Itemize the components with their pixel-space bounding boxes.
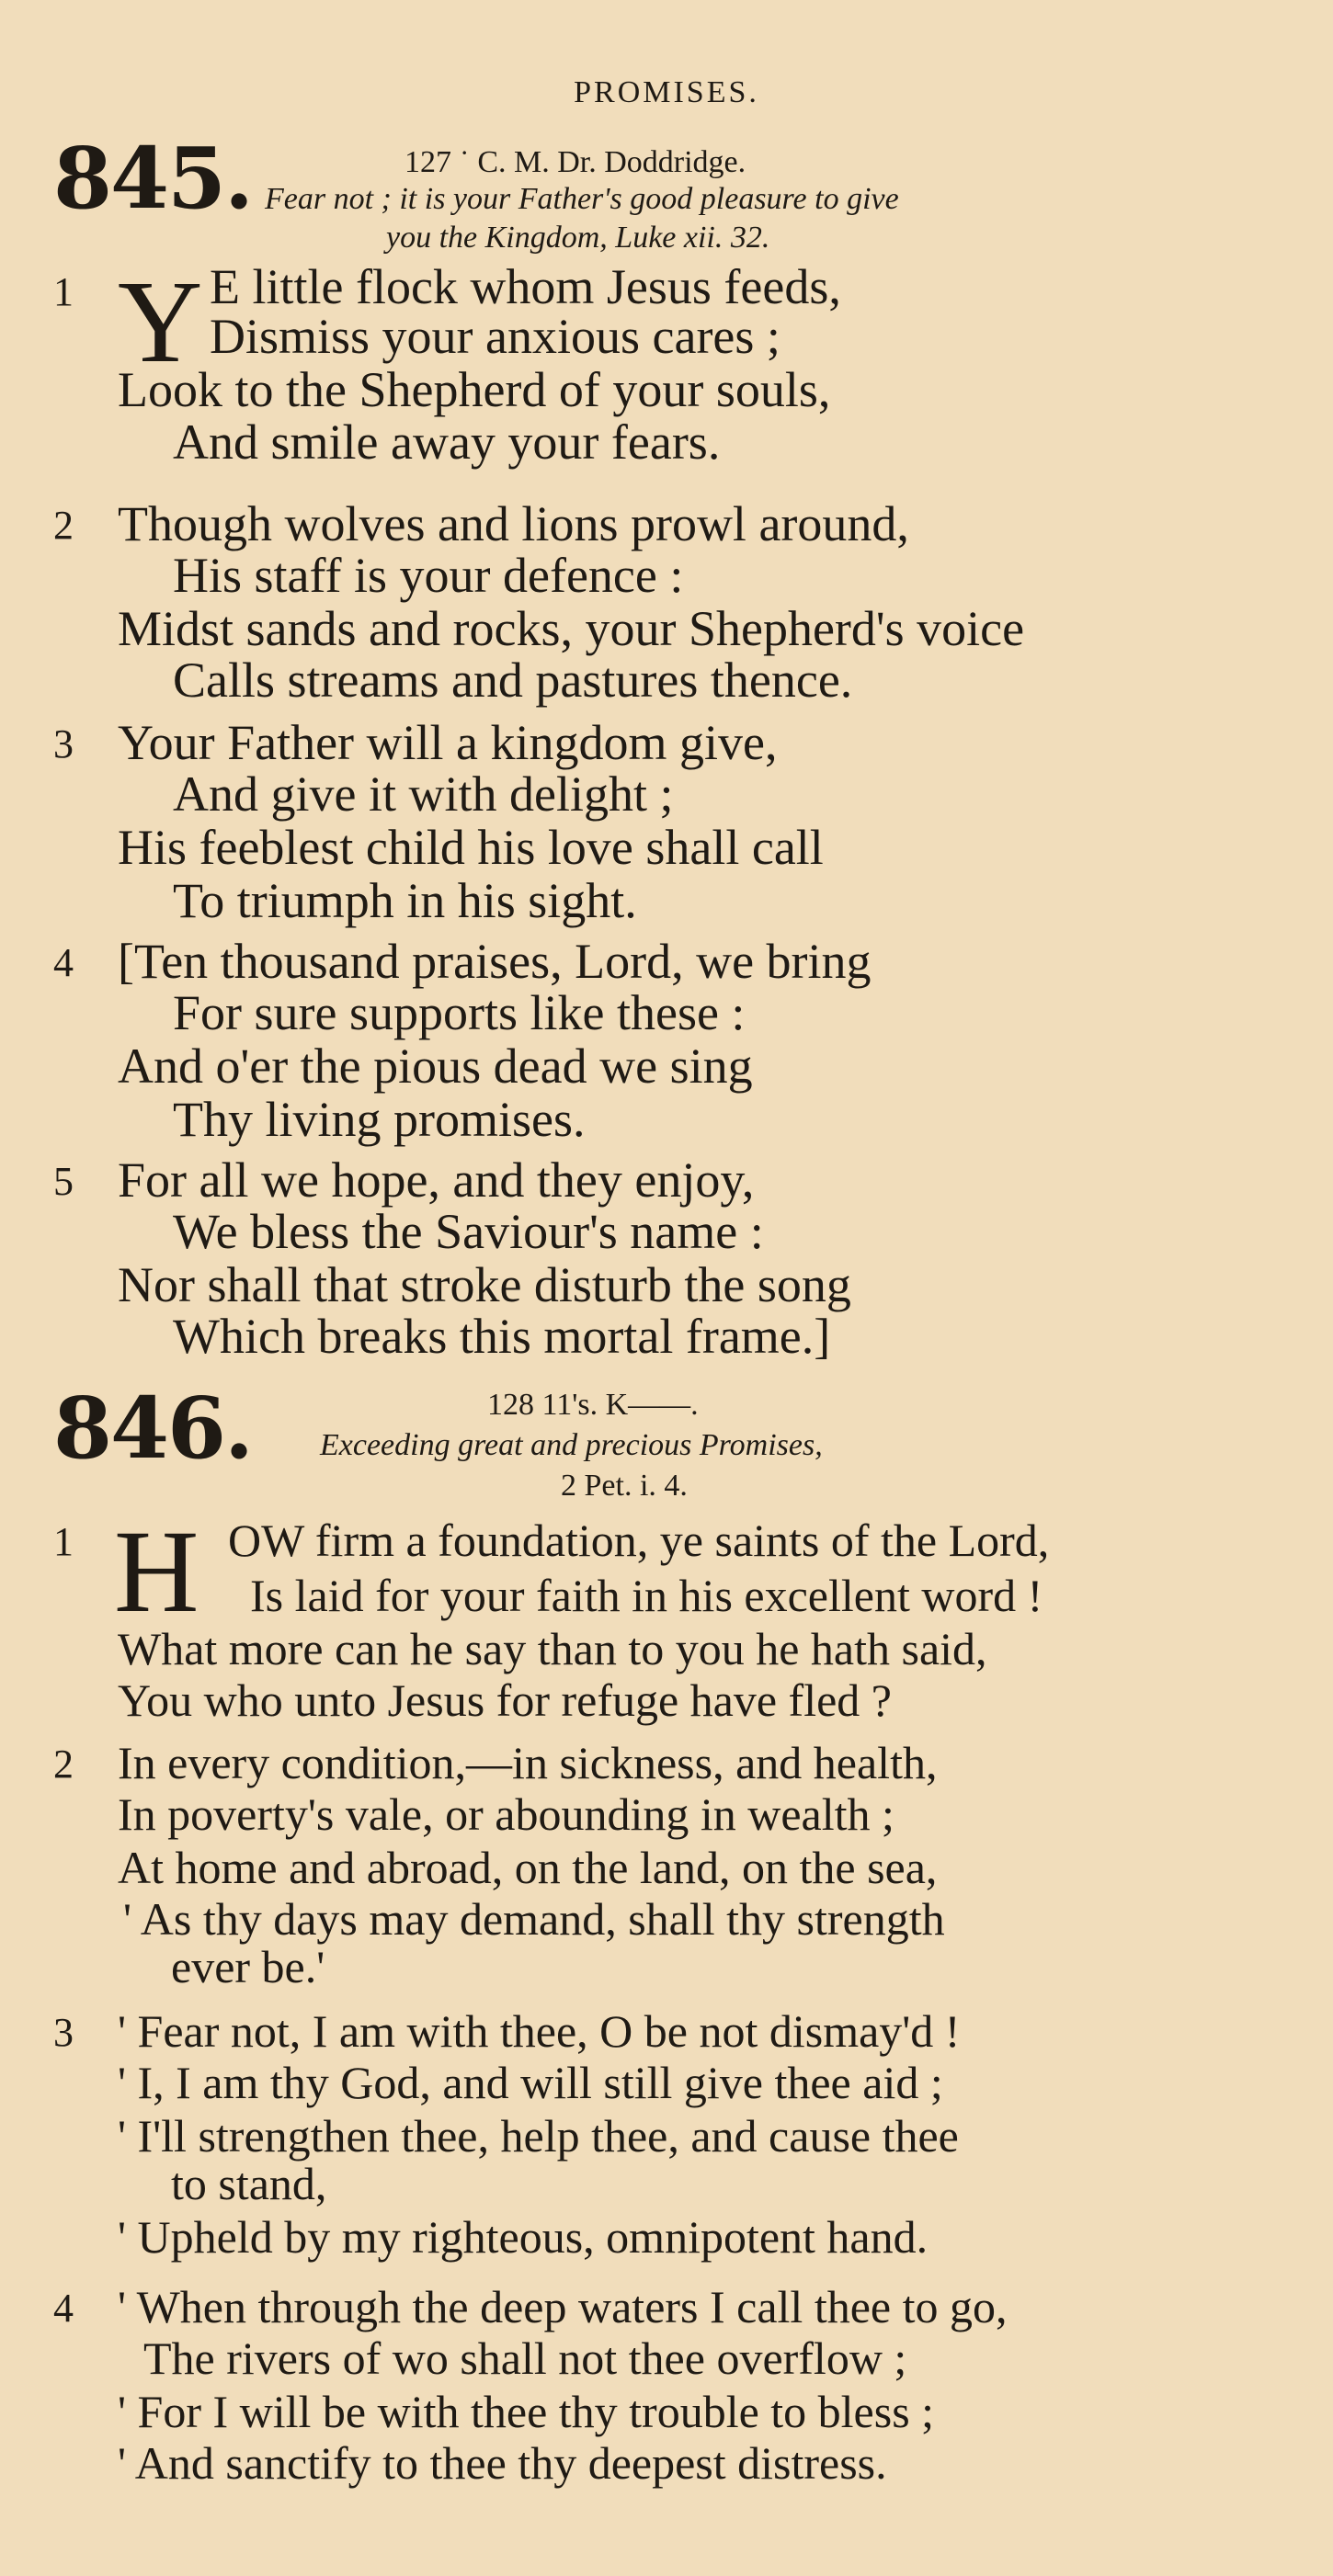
verse-line: For sure supports like these :	[173, 985, 746, 1040]
verse-line: ' As thy days may demand, shall thy strength	[123, 1893, 945, 1945]
verse-line: Thy living promises.	[173, 1092, 586, 1147]
verse-number: 2	[53, 503, 74, 548]
verse-line: Calls streams and pastures thence.	[173, 653, 853, 708]
verse-number: 2	[53, 1742, 74, 1787]
tune-line: 128 11's. K——.	[487, 1388, 699, 1422]
verse-line: We bless the Saviour's name :	[173, 1204, 764, 1259]
subject-line: Exceeding great and precious Promises,	[320, 1428, 823, 1462]
verse-line: ' Fear not, I am with thee, O be not dismay'd !	[118, 2005, 961, 2057]
verse-line: You who unto Jesus for refuge have fled ?	[118, 1674, 892, 1726]
verse-line: Your Father will a kingdom give,	[118, 715, 778, 770]
verse-line: OW firm a foundation, ye saints of the Lord,	[228, 1515, 1050, 1566]
verse-line: Though wolves and lions prowl around,	[118, 496, 909, 551]
verse-line: ' I, I am thy God, and will still give thee aid ;	[118, 2057, 943, 2108]
verse-line: E little flock whom Jesus feeds,	[210, 259, 841, 314]
verse-number: 4	[53, 940, 74, 985]
verse-line: At home and abroad, on the land, on the sea,	[118, 1842, 938, 1893]
subject-line: you the Kingdom, Luke xii. 32.	[386, 221, 770, 255]
verse-line: Nor shall that stroke disturb the song	[118, 1257, 851, 1312]
verse-line: to stand,	[171, 2158, 327, 2209]
verse-line: His feeblest child his love shall call	[118, 820, 824, 875]
tune-line: 127 ˙ C. M. Dr. Doddridge.	[404, 145, 746, 179]
verse-line: Dismiss your anxious cares ;	[210, 309, 780, 364]
verse-line: ' And sanctify to thee thy deepest distress.	[118, 2437, 887, 2489]
verse-line: And o'er the pious dead we sing	[118, 1038, 753, 1094]
subject-line: 2 Pet. i. 4.	[561, 1469, 688, 1503]
verse-number: 3	[53, 2010, 74, 2055]
verse-number: 1	[53, 1519, 74, 1564]
verse-line: ' When through the deep waters I call thee to go,	[118, 2281, 1008, 2332]
subject-line: Fear not ; it is your Father's good pleasure to give	[265, 182, 899, 216]
verse-line: ' I'll strengthen thee, help thee, and cause thee	[118, 2110, 959, 2162]
verse-line: His staff is your defence :	[173, 548, 684, 603]
verse-line: [Ten thousand praises, Lord, we bring	[118, 934, 872, 989]
hymn-number: 845.	[53, 129, 253, 228]
drop-cap: Y	[118, 256, 203, 387]
verse-number: 1	[53, 269, 74, 314]
verse-line: In poverty's vale, or abounding in wealth ;	[118, 1788, 894, 1840]
verse-line: And smile away your fears.	[173, 414, 721, 470]
verse-line: ever be.'	[171, 1941, 325, 1992]
running-head: PROMISES.	[574, 75, 759, 109]
verse-line: To triumph in his sight.	[173, 873, 637, 928]
verse-line: The rivers of wo shall not thee overflow ;	[143, 2332, 907, 2384]
verse-number: 5	[53, 1159, 74, 1204]
verse-line: And give it with delight ;	[173, 766, 674, 822]
verse-line: In every condition,—in sickness, and health,	[118, 1737, 938, 1788]
hymn-number: 846.	[53, 1379, 253, 1478]
drop-cap: H	[114, 1506, 199, 1637]
verse-number: 3	[53, 721, 74, 766]
verse-line: ' Upheld by my righteous, omnipotent hand.	[118, 2211, 929, 2263]
verse-line: What more can he say than to you he hath said,	[118, 1623, 987, 1674]
verse-number: 4	[53, 2286, 74, 2331]
verse-line: Is laid for your faith in his excellent word !	[250, 1570, 1043, 1621]
verse-line: Look to the Shepherd of your souls,	[118, 362, 831, 417]
verse-line: For all we hope, and they enjoy,	[118, 1152, 755, 1208]
verse-line: Midst sands and rocks, your Shepherd's voice	[118, 601, 1025, 656]
verse-line: Which breaks this mortal frame.]	[173, 1309, 831, 1364]
verse-line: ' For I will be with thee thy trouble to bless ;	[118, 2386, 935, 2437]
